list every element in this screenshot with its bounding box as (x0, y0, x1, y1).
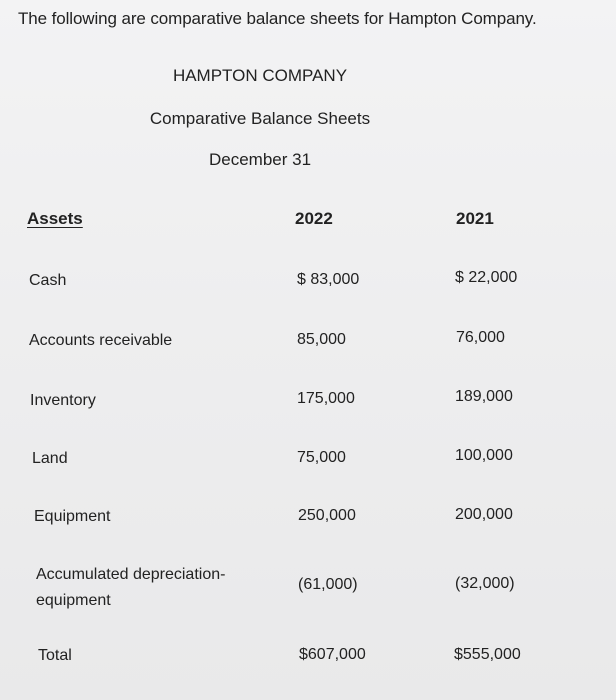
row-cash (0, 268, 616, 308)
intro-text: The following are comparative balance sheets for Hampton Company. (18, 9, 537, 28)
value-2021: 76,000 (456, 329, 505, 346)
company-name: HAMPTON COMPANY (172, 66, 348, 85)
value-2021: 100,000 (455, 447, 513, 464)
value-2022: 75,000 (297, 449, 346, 466)
row-label: Equipment (34, 508, 111, 525)
row-label: Inventory (30, 392, 96, 409)
value-2021: 200,000 (455, 506, 513, 523)
row-label: Accounts receivable (29, 332, 173, 349)
row-equipment (0, 503, 616, 543)
row-label-line2: equipment (36, 592, 111, 609)
statement-title: Comparative Balance Sheets (149, 109, 371, 128)
row-label: Total (38, 647, 72, 664)
statement-date: December 31 (208, 150, 312, 169)
row-label: Cash (29, 272, 67, 289)
value-2022: 85,000 (297, 331, 346, 348)
value-2021: 189,000 (455, 388, 513, 405)
year-2022-header: 2022 (295, 209, 333, 228)
value-2021: $ 22,000 (455, 269, 518, 286)
value-2021: (32,000) (455, 575, 515, 592)
value-2022: 250,000 (298, 507, 356, 524)
row-accumulated-depreciation (0, 560, 616, 620)
year-2021-header: 2021 (456, 209, 494, 228)
row-land (0, 445, 616, 485)
value-2022: $607,000 (299, 646, 366, 663)
row-accounts-receivable (0, 328, 616, 368)
value-2022: 175,000 (297, 390, 355, 407)
row-label-line1: Accumulated depreciation- (36, 566, 226, 583)
row-total (0, 643, 616, 683)
value-2022: (61,000) (298, 576, 358, 593)
row-inventory (0, 387, 616, 427)
value-2021: $555,000 (454, 646, 521, 663)
assets-header: Assets (27, 209, 83, 228)
value-2022: $ 83,000 (297, 271, 360, 288)
row-label: Land (32, 450, 68, 467)
